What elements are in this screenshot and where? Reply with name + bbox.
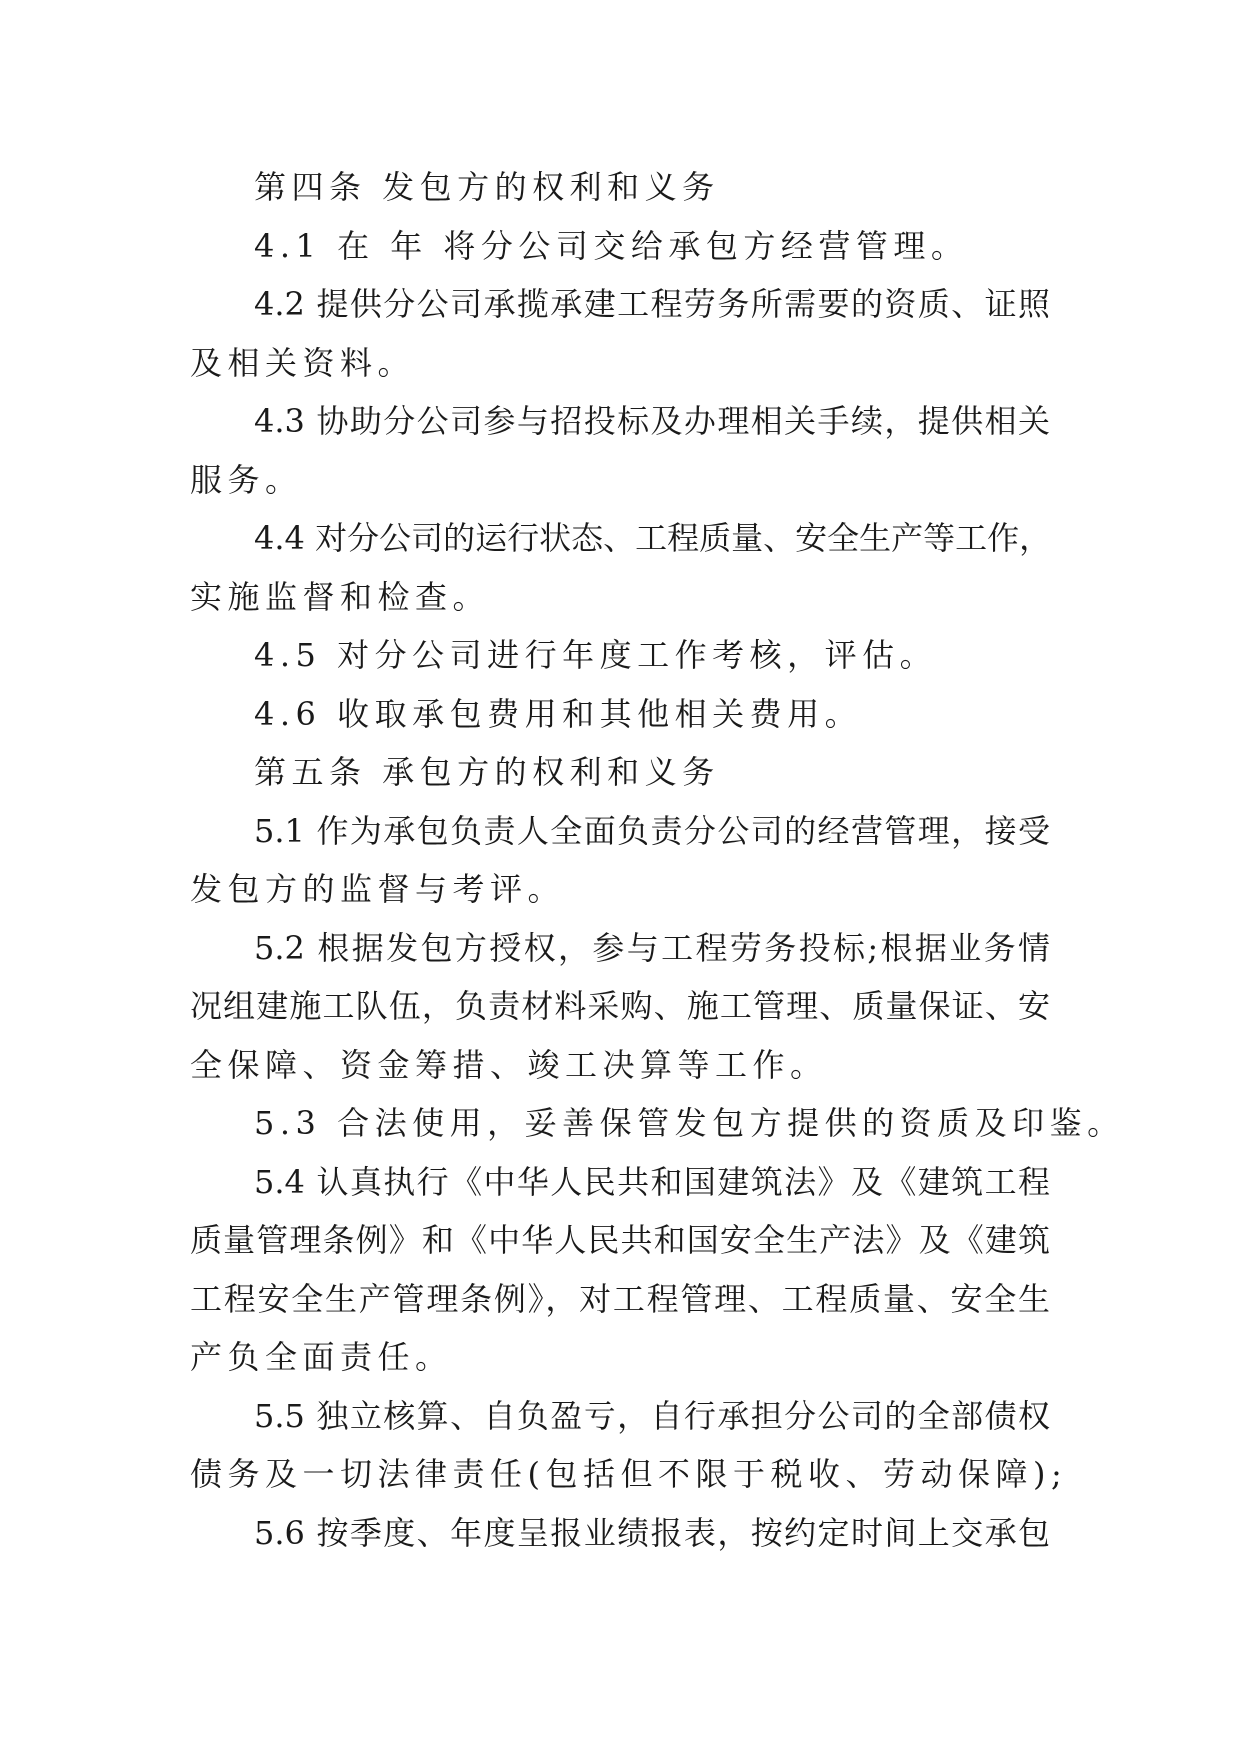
text-line: 债务及一切法律责任(包括但不限于税收、劳动保障); [190,1455,1068,1493]
text-line: 全保障、资金筹措、竣工决算等工作。 [190,1045,828,1084]
text-line: 况组建施工队伍，负责材料采购、施工管理、质量保证、安 [190,987,1050,1025]
text-line: 第四条 发包方的权利和义务 [254,168,720,206]
text-line: 工程安全生产管理条例》，对工程管理、工程质量、安全生 [190,1279,1050,1318]
text-line: 实施监督和检查。 [190,577,491,616]
text-line: 产负全面责任。 [190,1338,453,1376]
text-line: 及相关资料。 [190,343,416,382]
text-line: 服务。 [190,460,303,499]
text-line: 5.1 作为承包负责人全面负责分公司的经营管理，接受 [254,811,1050,850]
text-line: 4.3 协助分公司参与招投标及办理相关手续，提供相关 [254,402,1050,440]
text-line: 5.4 认真执行《中华人民共和国建筑法》及《建筑工程 [254,1162,1050,1201]
text-line: 质量管理条例》和《中华人民共和国安全生产法》及《建筑 [190,1221,1050,1259]
text-line: 5.6 按季度、年度呈报业绩报表，按约定时间上交承包 [254,1513,1050,1552]
text-line: 4.4 对分公司的运行状态、工程质量、安全生产等工作， [254,519,1052,557]
text-line: 4.6 收取承包费用和其他相关费用。 [254,694,863,733]
document-body [190,158,1125,1562]
text-line: 4.5 对分公司进行年度工作考核，评估。 [254,636,938,674]
text-line: 5.2 根据发包方授权，参与工程劳务投标;根据业务情 [254,928,1050,967]
text-line: 发包方的监督与考评。 [190,870,566,908]
text-line: 第五条 承包方的权利和义务 [254,753,720,791]
text-line: 4.2 提供分公司承揽承建工程劳务所需要的资质、证照 [254,285,1050,323]
text-line: 4.1 在 年 将分公司交给承包方经营管理。 [254,226,969,265]
text-line: 5.5 独立核算、自负盈亏，自行承担分公司的全部债权 [254,1396,1050,1435]
text-line: 5.3 合法使用，妥善保管发包方提供的资质及印鉴。 [254,1104,1125,1142]
